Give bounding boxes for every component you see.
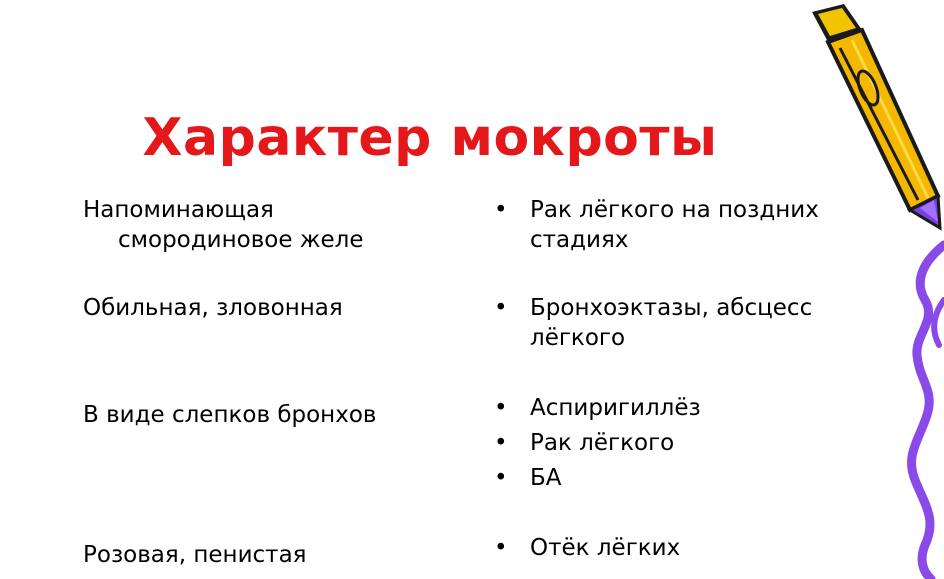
bullet-item-3 (494, 393, 854, 423)
left-item-4 (83, 540, 453, 570)
bullet-text: БА (530, 465, 562, 491)
left-item-1-line1: Напоминающая (83, 197, 274, 223)
bullet-text: Аспиригиллёз (530, 395, 701, 421)
pencil-icon (800, 0, 944, 232)
bullet-glyph: • (494, 535, 508, 561)
bullet-item-4 (494, 428, 854, 458)
bullet-text: Рак лёгкого (530, 430, 675, 456)
swirl-decoration (895, 240, 944, 579)
slide-title: Характер мокроты (142, 108, 718, 168)
left-item-3-line1: В виде слепков бронхов (83, 402, 377, 428)
left-item-1 (83, 195, 453, 255)
bullet-text: Бронхоэктазы, абсцесс лёгкого (530, 295, 813, 351)
left-item-1-line2: смородиновое желе (118, 227, 364, 253)
bullet-glyph: • (494, 395, 508, 421)
left-item-3 (83, 400, 453, 430)
left-item-2 (83, 293, 453, 323)
bullet-glyph: • (494, 465, 508, 491)
bullet-glyph: • (494, 295, 508, 321)
bullet-text: Отёк лёгких (530, 535, 681, 561)
bullet-glyph: • (494, 430, 508, 456)
bullet-item-6 (494, 533, 854, 563)
bullet-item-2 (494, 293, 854, 353)
bullet-item-5 (494, 463, 854, 493)
left-item-4-line1: Розовая, пенистая (83, 542, 307, 568)
left-item-2-line1: Обильная, зловонная (83, 295, 343, 321)
bullet-text: Рак лёгкого на поздних стадиях (530, 197, 819, 253)
bullet-glyph: • (494, 197, 508, 223)
